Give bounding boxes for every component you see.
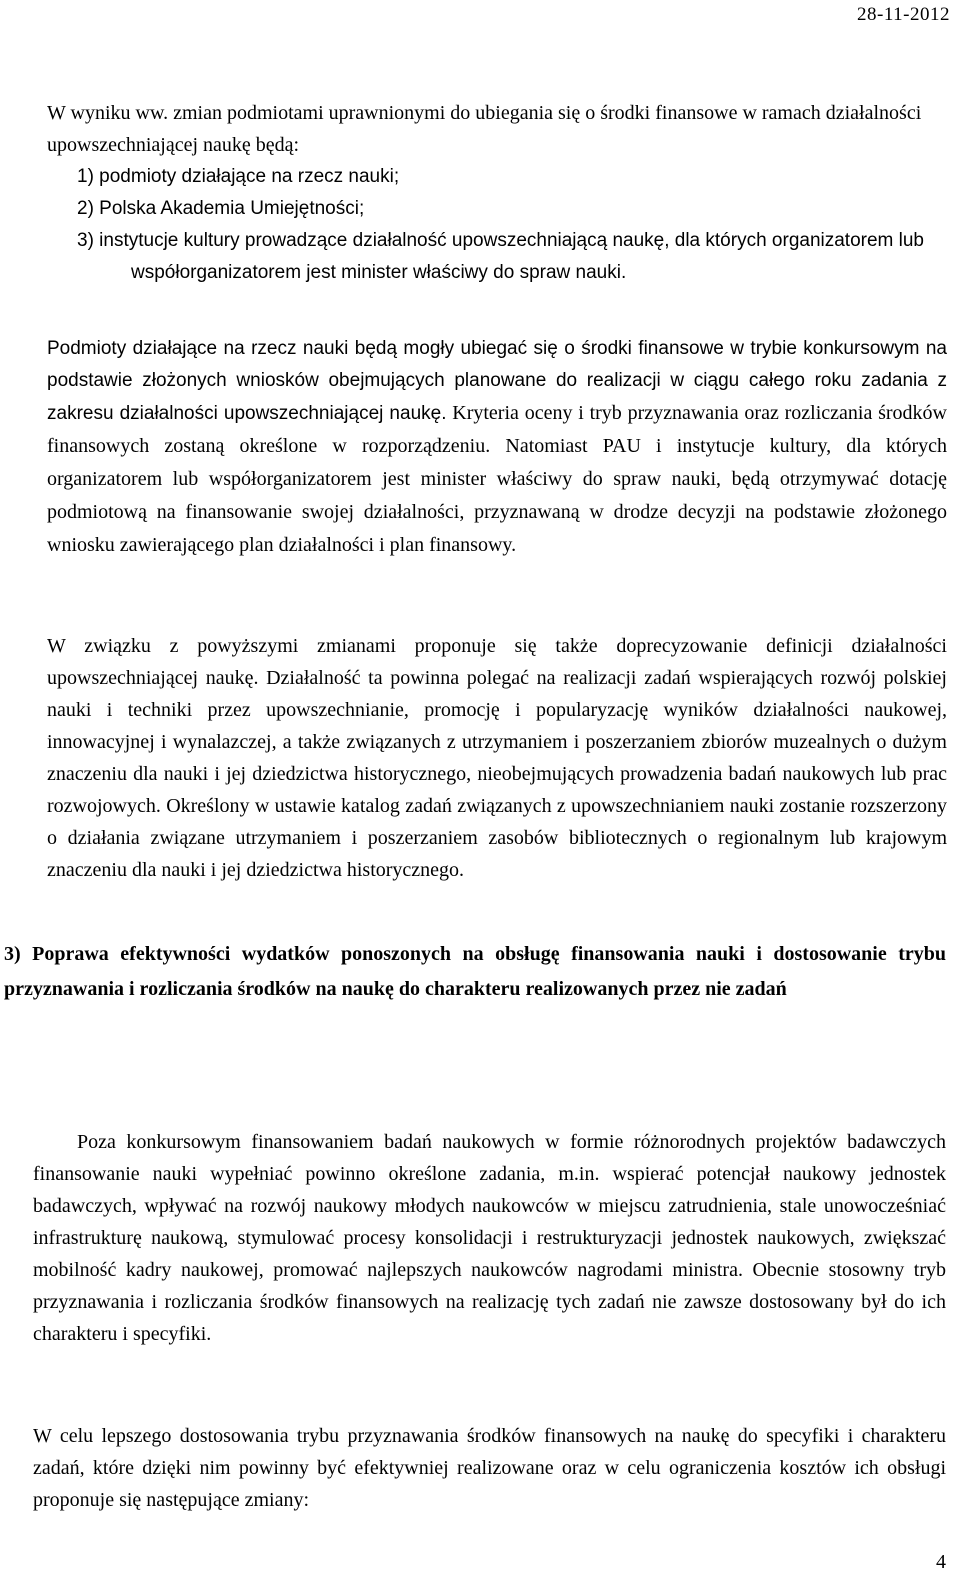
paragraph-financing-tasks: Poza konkursowym finansowaniem badań naukowych w formie różnorodnych projektów badawczych finansowanie nauki wypełniać powinno określone zadania, m.in. wspierać potencjał naukowy jednostek badawczych, wpływać na rozwój naukowy młodych naukowców w miejscu zatrudnienia, stale unowocześniać infrastrukturę naukową, stymulować procesy konsolidacji i restrukturyzacji jednostek naukowych, zwiększać mobilność kadry naukowej, promować najlepszych naukowców nagrodami ministra. Obecnie stosowny tryb przyznawania i rozliczania środków finansowych na realizację tych zadań nie zawsze dostosowany był do ich charakteru i specyfiki. (33, 1131, 946, 1345)
list-item: 3) instytucje kultury prowadzące działalność upowszechniającą naukę, dla których organizatorem lub współorganizatorem jest minister właściwy do spraw nauki. (77, 230, 925, 283)
paragraph-text: Kryteria oceny i tryb przyznawania oraz rozliczania środków finansowych zostaną określone w rozporządzeniu. Natomiast PAU i instytucje kultury, dla których organizatorem lub współorganizatorem jest minister właściwy do spraw nauki, będą otrzymywać dotację podmiotową na finansowanie swojej działalności, przyznawaną w drodze decyzji na podstawie złożonego wniosku zawierającego plan działalności i plan finansowy. (47, 402, 947, 556)
paragraph-text: Podmioty działające na rzecz nauki będą mogły ubiegać się o środki finansowe w trybie konkursowym na podstawie złożonych wniosków obejmujących planowane do realizacji w ciągu całego roku zadania z zakresu działalności upowszechniającej naukę. (47, 338, 947, 424)
intro-section (47, 97, 947, 289)
paragraph-funding-mode (47, 333, 947, 562)
page-number: 4 (936, 1551, 946, 1573)
paragraph-proposed-changes: W celu lepszego dostosowania trybu przyznawania środków finansowych na naukę do specyfiki i charakteru zadań, które dzięki nim powinny być efektywniej realizowane oraz w celu ograniczenia kosztów ich obsługi proponuje się następujące zmiany: (33, 1425, 946, 1511)
eligible-entities-list (47, 161, 947, 289)
document-date: 28-11-2012 (857, 4, 950, 25)
section-heading: 3) Poprawa efektywności wydatków ponoszonych na obsługę finansowania nauki i dostosowanie trybu przyznawania i rozliczania środków na naukę do charakteru realizowanych przez nie zadań (4, 943, 946, 1000)
list-item: 2) Polska Akademia Umiejętności; (77, 198, 365, 219)
intro-lead: W wyniku ww. zmian podmiotami uprawnionymi do ubiegania się o środki finansowe w ramach działalności upowszechniającej naukę będą: (47, 102, 922, 156)
paragraph-definition: W związku z powyższymi zmianami proponuje się także doprecyzowanie definicji działalności upowszechniającej naukę. Działalność ta powinna polegać na realizacji zadań wspierających rozwój polskiej nauki i techniki przez upowszechnianie, promocję i popularyzację wyników działalności naukowej, innowacyjnej i wynalazczej, a także związanych z utrzymaniem i poszerzaniem zbiorów muzealnych o dużym znaczeniu dla nauki i jej dziedzictwa historycznego, nieobejmujących prowadzenia badań naukowych lub prac rozwojowych. Określony w ustawie katalog zadań związanych z upowszechnianiem nauki zostanie rozszerzony o działania związane utrzymaniem i poszerzaniem zasobów bibliotecznych o regionalnym lub krajowym znaczeniu dla nauki i jej dziedzictwa historycznego. (47, 635, 947, 881)
list-item: 1) podmioty działające na rzecz nauki; (77, 166, 400, 187)
